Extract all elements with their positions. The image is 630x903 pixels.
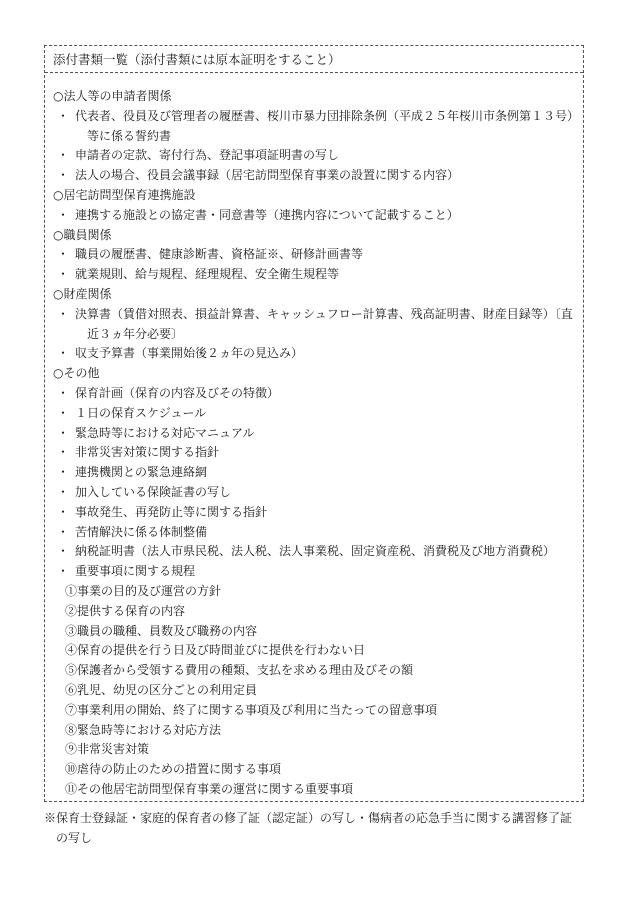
list-item-text: 法人の場合、役員会議事録（居宅訪問型保育事業の設置に関する内容）: [75, 168, 460, 183]
list-item-text: 事故発生、再発防止等に関する指針: [75, 504, 268, 519]
list-item: [45, 305, 585, 325]
bullet-mark: ・: [57, 465, 70, 480]
sub-item: ⑩虐待の防止のための措置に関する事項: [65, 762, 282, 777]
bullet-mark: ・: [57, 385, 70, 400]
sub-item: ④保育の提供を行う日及び時間並びに提供を行わない日: [65, 643, 366, 658]
list-item-text: 連携する施設との協定書・同意書等（連携内容について記載すること）: [75, 207, 459, 222]
list-item-text: 決算書（賃借対照表、損益計算書、キャッシュフロー計算書、残高証明書、財産目録等）〔直: [75, 306, 573, 321]
sub-item: ⑧緊急時等における対応方法: [65, 722, 222, 737]
section-heading: ○居宅訪問型保育連携施設: [53, 187, 196, 202]
list-item: [45, 562, 585, 582]
list-item: [45, 107, 585, 127]
list-item-text: 非常災害対策に関する指針: [75, 445, 220, 460]
footnote: [44, 808, 592, 848]
footnote-line-2: の写し: [56, 831, 93, 845]
sub-item: ①事業の目的及び運営の方針: [65, 583, 222, 598]
section-heading: ○その他: [53, 366, 100, 381]
list-item: [45, 404, 585, 424]
sub-item: ⑦事業利用の開始、終了に関する事項及び利用に当たっての留意事項: [65, 702, 438, 717]
bullet-mark: ・: [57, 306, 70, 321]
list-content: [45, 87, 585, 800]
list-item-text: 申請者の定款、寄付行為、登記事項証明書の写し: [75, 148, 340, 163]
section-heading: ○法人等の申請者関係: [53, 89, 172, 103]
section-heading: ○職員関係: [53, 227, 112, 242]
sub-item: ③職員の職種、員数及び職務の内容: [65, 623, 258, 638]
list-item-text: 加入している保険証書の写し: [75, 484, 232, 499]
sub-item: ⑥乳児、幼児の区分ごとの利用定員: [65, 682, 258, 697]
bullet-mark: ・: [57, 247, 70, 262]
list-item: [45, 424, 585, 444]
list-item: [45, 206, 585, 226]
list-item-text: 保育計画（保育の内容及びその特徴）: [75, 385, 280, 400]
bullet-mark: ・: [57, 524, 70, 539]
list-item: [45, 384, 585, 404]
list-item: [45, 523, 585, 543]
list-item: [45, 463, 585, 483]
list-item-continuation-text: 等に係る誓約書: [87, 128, 172, 143]
list-item-continuation: [45, 127, 585, 147]
bullet-mark: ・: [57, 504, 70, 519]
footnote-line-1: ※保育士登録証・家庭的保育者の修了証（認定証）の写し・傷病者の応急手当に関する講習修了証: [44, 811, 573, 825]
bullet-mark: ・: [57, 405, 70, 420]
list-item-text: 連携機関との緊急連絡網: [75, 465, 208, 480]
list-item: [45, 542, 585, 562]
list-item-text: 代表者、役員及び管理者の履歴書、桜川市暴力団排除条例（平成２５年桜川市条例第１３号）: [75, 108, 580, 123]
sub-item: ⑪その他居宅訪問型保育事業の運営に関する重要事項: [65, 781, 354, 796]
list-item-text: 重要事項に関する規程: [75, 564, 196, 579]
bullet-mark: ・: [57, 544, 70, 559]
bullet-mark: ・: [57, 346, 70, 361]
list-item-text: 収支予算書（事業開始後２ヵ年の見込み）: [75, 346, 304, 361]
bullet-mark: ・: [57, 148, 70, 163]
bullet-mark: ・: [57, 207, 70, 222]
list-item-text: 苦情解決に係る体制整備: [75, 524, 208, 539]
list-item-text: 就業規則、給与規程、経理規程、安全衛生規程等: [75, 267, 340, 282]
bullet-mark: ・: [57, 445, 70, 460]
bullet-mark: ・: [57, 484, 70, 499]
sub-item: ②提供する保育の内容: [65, 603, 186, 618]
list-item: [45, 443, 585, 463]
list-item-continuation: [45, 325, 585, 345]
list-item-text: １日の保育スケジュール: [75, 405, 207, 420]
list-item: [45, 245, 585, 265]
list-item: [45, 265, 585, 285]
bullet-mark: ・: [57, 267, 70, 282]
list-item: [45, 503, 585, 523]
section-heading: ○財産関係: [53, 286, 112, 301]
attachment-list-box: [44, 45, 584, 802]
list-item: [45, 344, 585, 364]
bullet-mark: ・: [57, 108, 70, 123]
sub-item: ⑤保護者から受領する費用の種類、支払を求める理由及びその額: [65, 663, 414, 678]
list-item: [45, 146, 585, 166]
list-item: [45, 483, 585, 503]
list-item-text: 緊急時等における対応マニュアル: [75, 425, 255, 440]
sub-item: ⑨非常災害対策: [65, 742, 150, 757]
bullet-mark: ・: [57, 425, 70, 440]
list-item: [45, 166, 585, 186]
bullet-mark: ・: [57, 564, 70, 579]
list-item-continuation-text: 近３ヵ年分必要〕: [87, 326, 184, 341]
title-divider: [45, 72, 583, 73]
list-title: 添付書類一覧（添付書類には原本証明をすること）: [53, 52, 341, 67]
list-item-text: 納税証明書（法人市県民税、法人税、法人事業税、固定資産税、消費税及び地方消費税）: [75, 544, 556, 559]
bullet-mark: ・: [57, 168, 70, 183]
list-item-text: 職員の履歴書、健康診断書、資格証※、研修計画書等: [75, 247, 364, 262]
